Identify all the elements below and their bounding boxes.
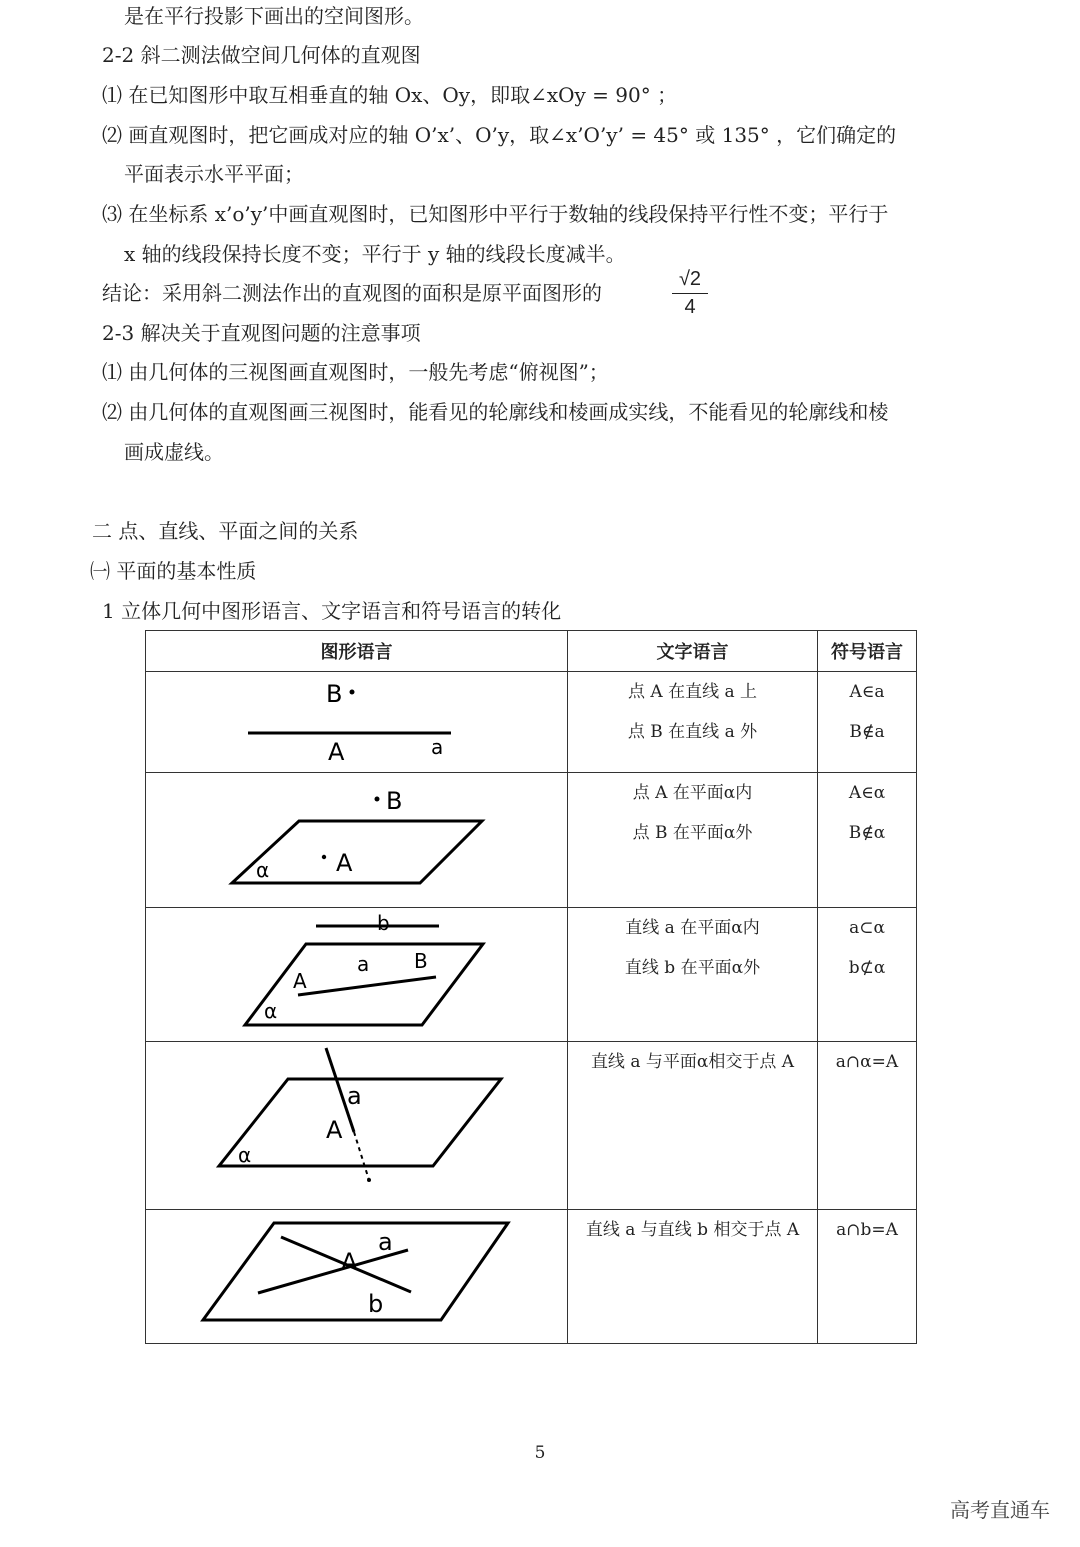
- symbol-cell: [818, 1210, 917, 1344]
- note-2b: 画成虚线。: [124, 440, 224, 464]
- heading-2-2: 2-2 斜二测法做空间几何体的直观图: [102, 43, 421, 67]
- paragraph-3b: x 轴的线段保持长度不变；平行于 y 轴的线段长度减半。: [124, 242, 626, 266]
- figure-cell: [146, 773, 568, 908]
- table-row: [146, 1210, 917, 1344]
- figure-cell: [146, 1042, 568, 1210]
- conclusion: 结论：采用斜二测法作出的直观图的面积是原平面图形的: [102, 281, 602, 305]
- text-line-1: 直线 a 在平面α内: [625, 918, 760, 938]
- line-a: [258, 1250, 408, 1293]
- label-alpha: α: [238, 1143, 252, 1167]
- label-a: a: [357, 952, 370, 976]
- subsection-title: ㈠ 平面的基本性质: [90, 559, 257, 583]
- paragraph-2a: ⑵ 画直观图时，把它画成对应的轴 O’x’、O’y，取∠x’O’y’ = 45° 或 135° ，它们确定的: [102, 123, 897, 147]
- label-A: A: [341, 1248, 358, 1276]
- label-A: A: [293, 969, 307, 993]
- table-row: [146, 1042, 917, 1210]
- watermark: 高考直通车: [950, 1498, 1050, 1522]
- symbol-cell: [818, 672, 917, 773]
- plane-alpha: [232, 821, 482, 883]
- label-A: A: [326, 1116, 343, 1144]
- label-a: a: [347, 1082, 362, 1110]
- header-text-language: 文字语言: [568, 631, 818, 672]
- label-b: b: [368, 1290, 384, 1318]
- symbol-line-1: a∩α=A: [835, 1052, 899, 1072]
- figure-lines-intersect: [146, 1210, 567, 1343]
- paragraph-1: ⑴ 在已知图形中取互相垂直的轴 Ox、Oy，即取∠xOy = 90° ；: [102, 83, 678, 107]
- text-line-2: 点 B 在平面α外: [632, 823, 753, 843]
- label-a: a: [378, 1228, 393, 1256]
- figure-cell: [146, 908, 568, 1042]
- text-line-2: 点 B 在直线 a 外: [627, 722, 758, 742]
- point-B: [375, 797, 380, 802]
- symbol-cell: [818, 773, 917, 908]
- text-cell: [568, 1042, 818, 1210]
- text-line-2: 直线 b 在平面α外: [624, 958, 761, 978]
- figure-line-plane: [146, 908, 567, 1041]
- label-alpha: α: [256, 858, 270, 882]
- table-row: [146, 672, 917, 773]
- page-number: 5: [534, 1443, 546, 1463]
- label-A: A: [328, 738, 345, 766]
- fraction-bar: [672, 293, 708, 294]
- figure-cell: [146, 1210, 568, 1344]
- table-header-row: [146, 631, 917, 672]
- label-B: B: [386, 787, 403, 815]
- heading-2-3: 2-3 解决关于直观图问题的注意事项: [102, 321, 421, 345]
- symbol-line-1: a∩b=A: [836, 1220, 898, 1240]
- figure-point-plane: [146, 773, 567, 907]
- line-a-hidden: [354, 1132, 369, 1180]
- label-B: B: [414, 949, 428, 973]
- label-a: a: [431, 735, 444, 759]
- text-cell: [568, 1210, 818, 1344]
- figure-line-intersect-plane: [146, 1042, 567, 1209]
- point-B: [350, 690, 355, 695]
- label-alpha: α: [264, 999, 278, 1023]
- fraction-sqrt2-over-4: [670, 268, 710, 319]
- intro-line: 是在平行投影下画出的空间图形。: [124, 4, 424, 28]
- line-a-end: [367, 1178, 371, 1182]
- paragraph-2b: 平面表示水平平面；: [124, 162, 304, 186]
- symbol-line-1: A∈a: [849, 682, 885, 702]
- table-row: [146, 773, 917, 908]
- symbol-line-2: B∉a: [849, 722, 885, 742]
- fraction-denominator: 4: [684, 296, 696, 318]
- text-line-1: 点 A 在直线 a 上: [627, 682, 758, 702]
- symbol-cell: [818, 908, 917, 1042]
- paragraph-3a: ⑶ 在坐标系 x’o’y’中画直观图时，已知图形中平行于数轴的线段保持平行性不变；平行于: [102, 202, 889, 226]
- symbol-line-1: A∈α: [848, 783, 886, 803]
- symbol-cell: [818, 1042, 917, 1210]
- label-b: b: [377, 911, 390, 935]
- text-line-1: 直线 a 与直线 b 相交于点 A: [585, 1220, 800, 1240]
- symbol-line-2: B∉α: [848, 823, 886, 843]
- line-a: [298, 977, 436, 995]
- figure-cell: [146, 672, 568, 773]
- header-figure-language: 图形语言: [146, 631, 568, 672]
- note-2a: ⑵ 由几何体的直观图画三视图时，能看见的轮廓线和棱画成实线，不能看见的轮廓线和棱: [102, 400, 889, 424]
- fraction-numerator: √2: [678, 268, 702, 290]
- section-title: 二 点、直线、平面之间的关系: [92, 519, 359, 543]
- symbol-line-1: a⊂α: [849, 918, 885, 938]
- symbol-line-2: b⊄α: [848, 958, 886, 978]
- point-A: [322, 855, 326, 859]
- label-A: A: [336, 849, 353, 877]
- table-row: [146, 908, 917, 1042]
- label-B: B: [326, 680, 343, 708]
- language-conversion-table: [145, 630, 917, 1344]
- text-line-1: 直线 a 与平面α相交于点 A: [590, 1052, 795, 1072]
- text-cell: [568, 672, 818, 773]
- figure-point-line: [146, 672, 567, 772]
- text-cell: [568, 773, 818, 908]
- text-cell: [568, 908, 818, 1042]
- item-title: 1 立体几何中图形语言、文字语言和符号语言的转化: [102, 599, 562, 623]
- note-1: ⑴ 由几何体的三视图画直观图时，一般先考虑“俯视图”；: [102, 360, 609, 384]
- header-symbol-language: 符号语言: [818, 631, 917, 672]
- text-line-1: 点 A 在平面α内: [632, 783, 753, 803]
